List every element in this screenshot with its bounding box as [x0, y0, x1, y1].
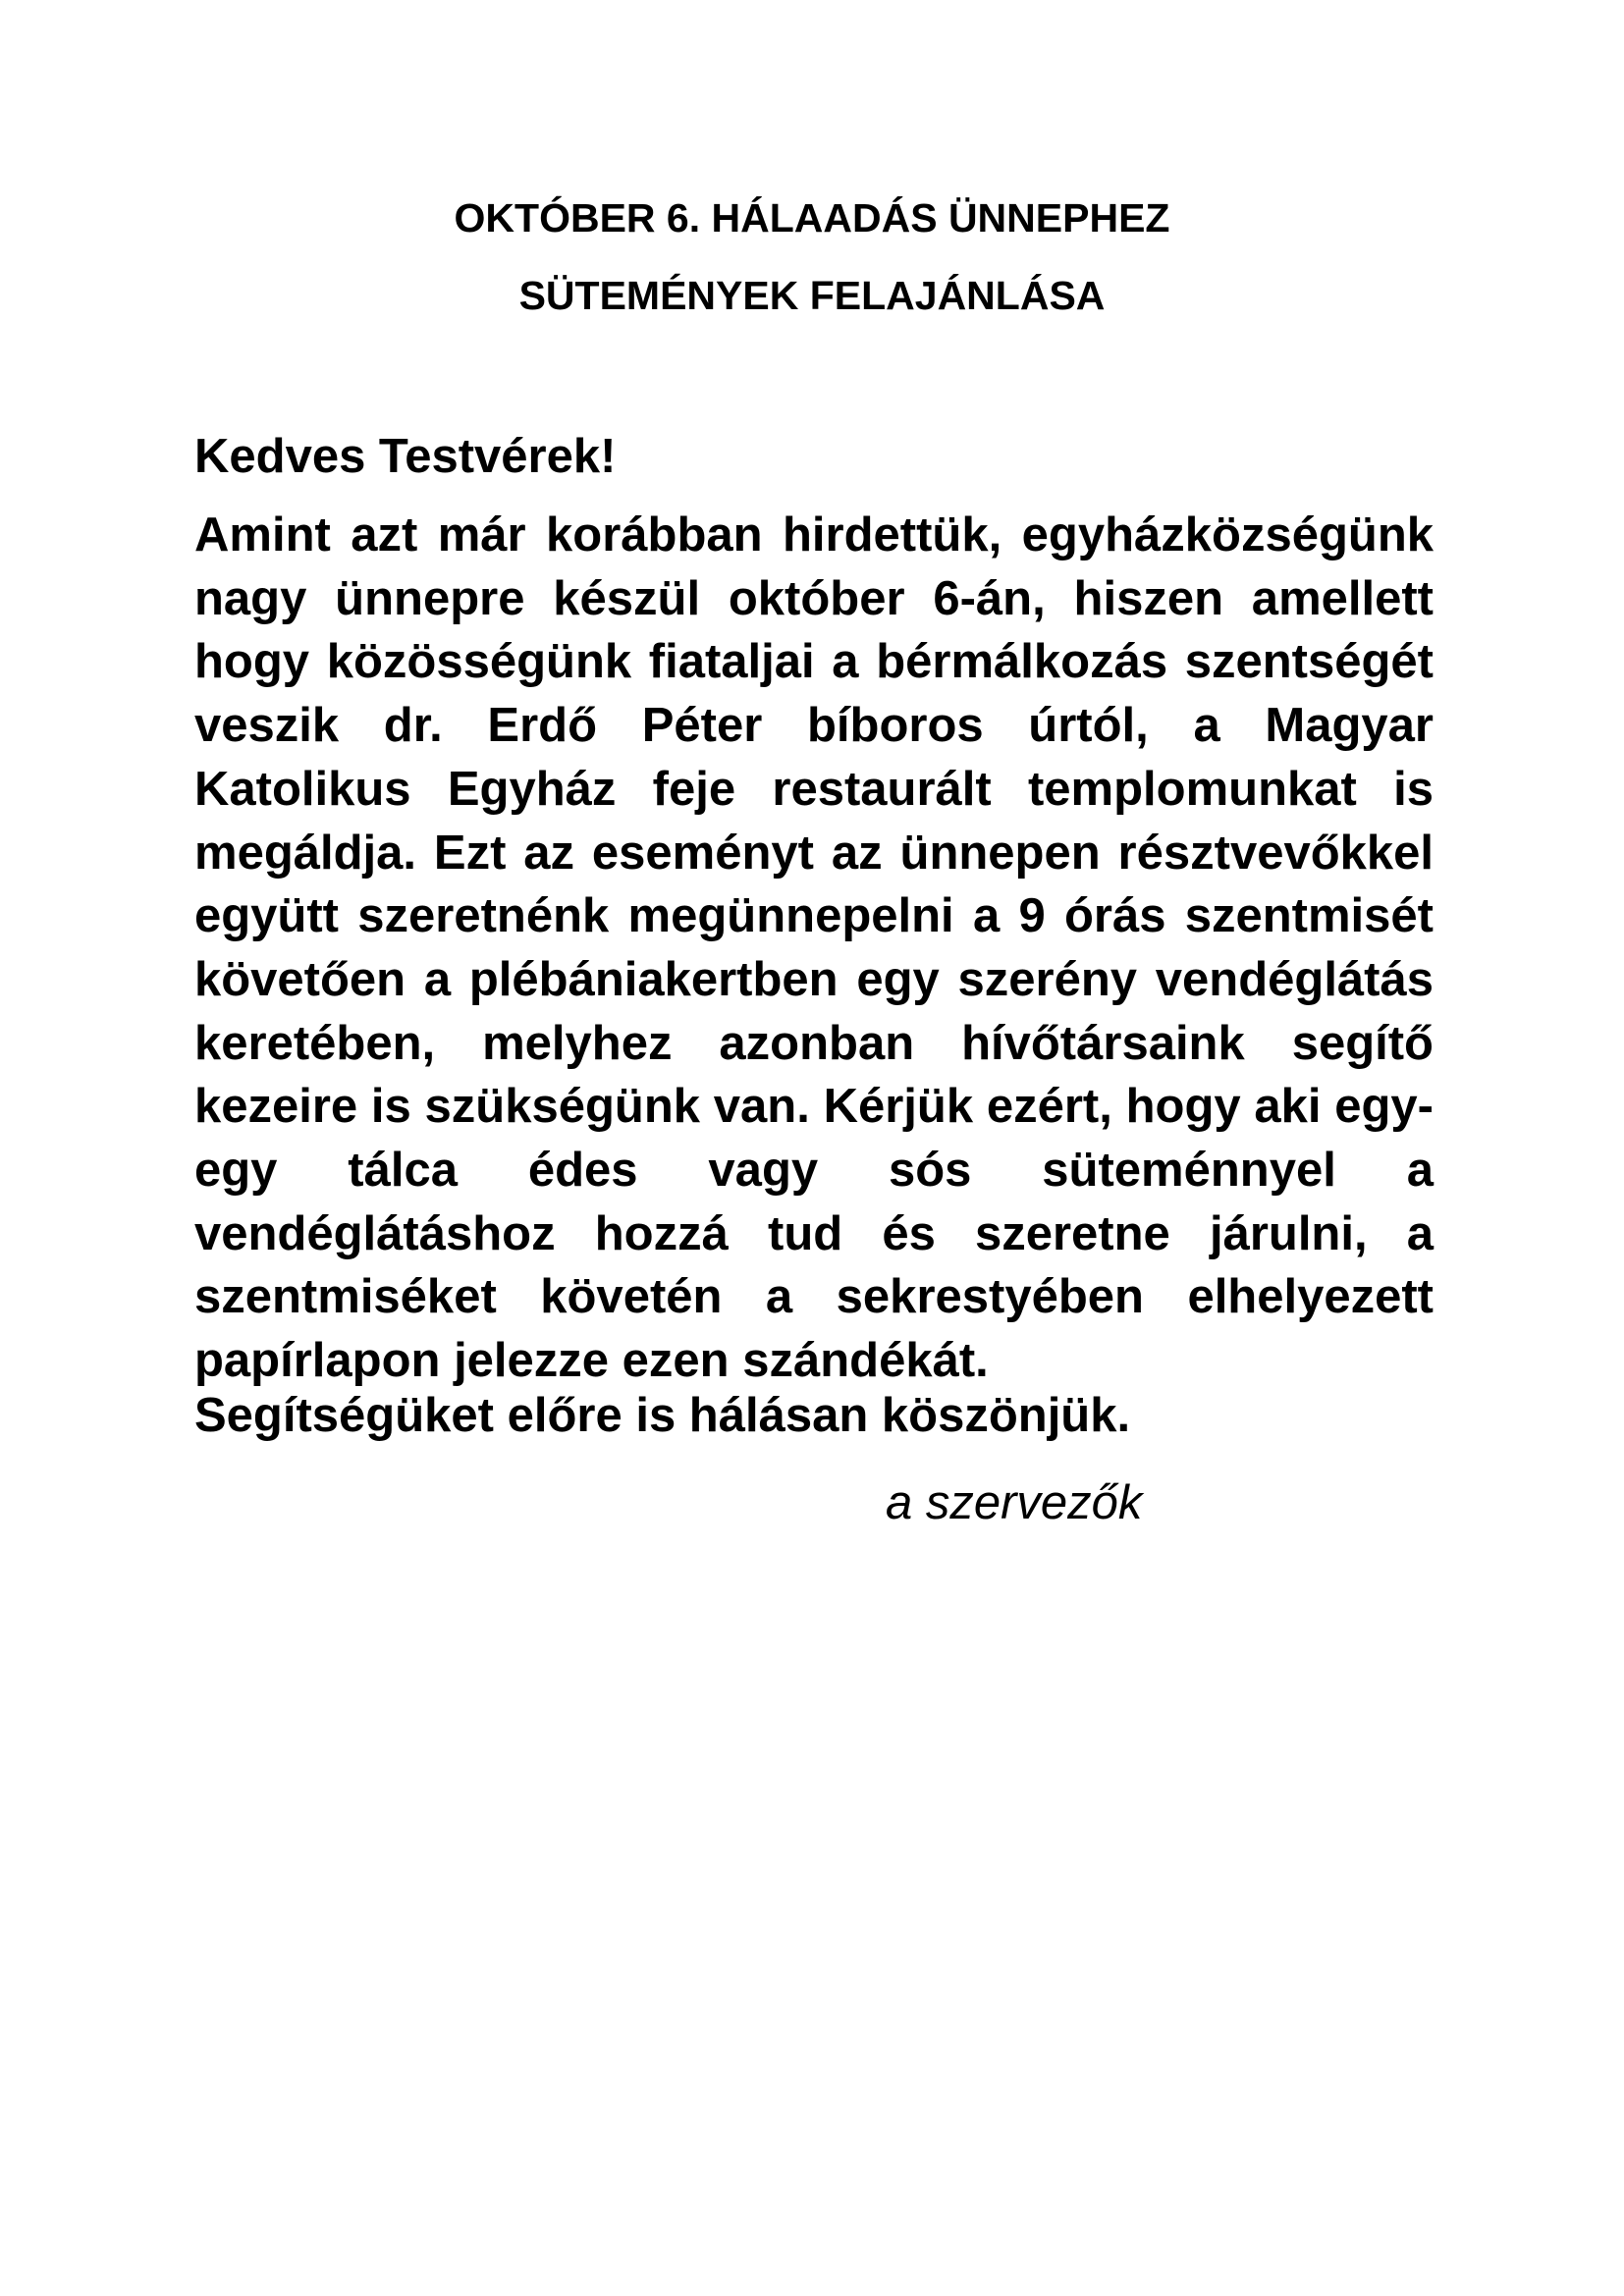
body-paragraph: Amint azt már korábban hirdettük, egyházközségünk nagy ünnepre készül október 6-án, hiszen amellett hogy közösségünk fiataljai a bérmálkozás szentségét veszik dr. Erdő Péter bíboros úrtól, a Magyar Katolikus Egyház feje restaurált templomunkat is megáldja. Ezt az eseményt az ünnepen résztvevőkkel együtt szeretnénk megünnepelni a 9 órás szentmisét követően a plébániakertben egy szerény vendéglátás keretében, melyhez azonban hívőtársaink segítő kezeire is szükségünk van. Kérjük ezért, hogy aki egy-egy tálca édes vagy sós süteménnyel a vendéglátáshoz hozzá tud és szeretne járulni, a szentmiséket követén a sekrestyében elhelyezett papírlapon jelezze ezen szándékát. — [194, 508, 1434, 1388]
signature: a szervezők — [886, 1476, 1143, 1529]
greeting: Kedves Testvérek! — [194, 430, 617, 483]
closing-line: Segítségüket előre is hálásan köszönjük. — [194, 1389, 1131, 1442]
document-title-line-1: OKTÓBER 6. HÁLAADÁS ÜNNEPHEZ — [454, 195, 1170, 240]
document-title-line-2: SÜTEMÉNYEK FELAJÁNLÁSA — [518, 273, 1106, 318]
